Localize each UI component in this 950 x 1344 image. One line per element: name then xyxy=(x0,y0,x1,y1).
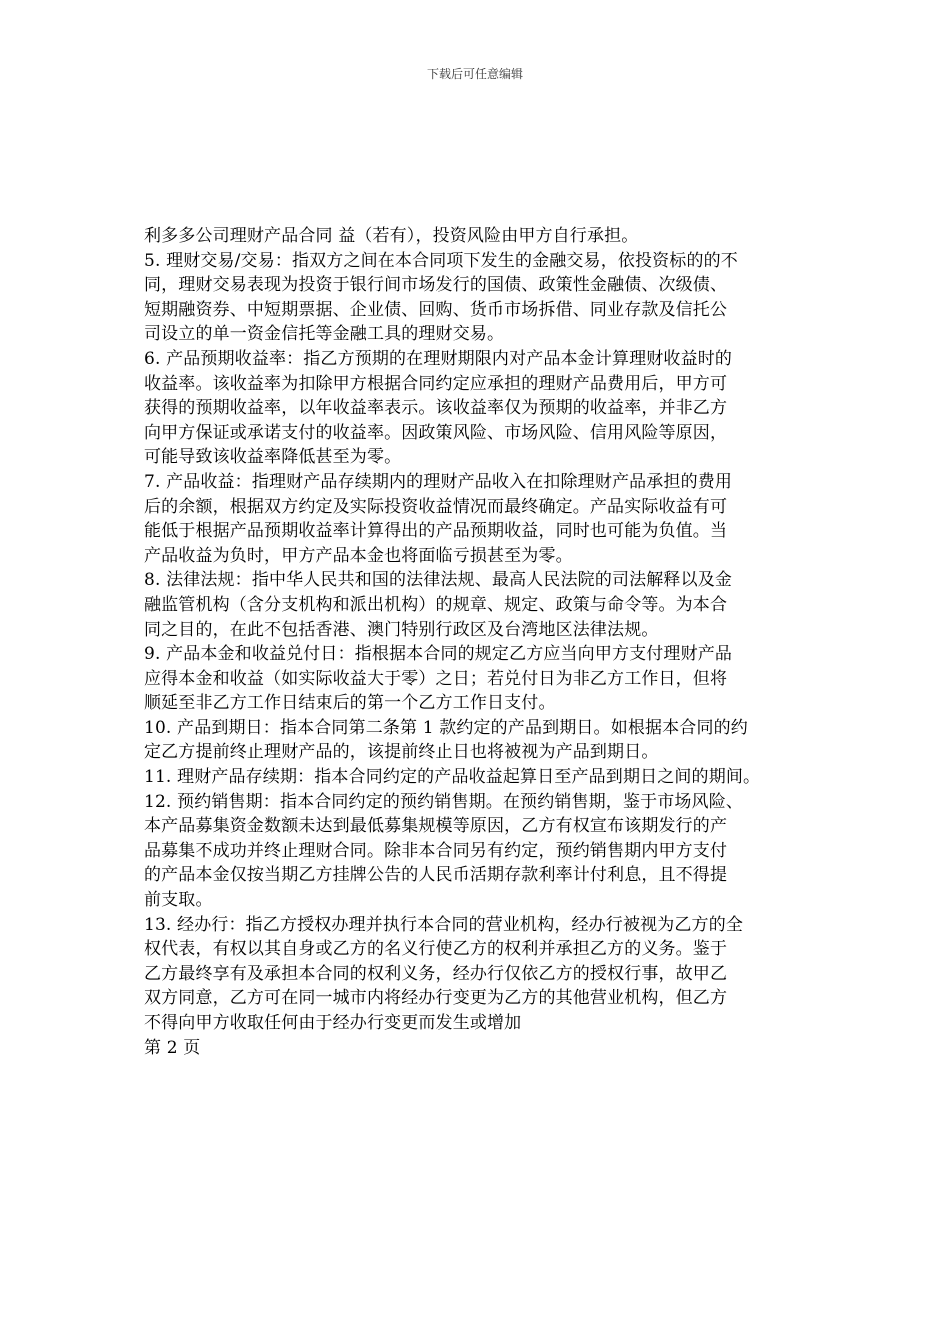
text-line: 能低于根据产品预期收益率计算得出的产品预期收益，同时也可能为负值。当 xyxy=(144,521,728,542)
text-line: 同之目的，在此不包括香港、澳门特别行政区及台湾地区法律法规。 xyxy=(144,619,659,640)
text-line: 双方同意，乙方可在同一城市内将经办行变更为乙方的其他营业机构，但乙方 xyxy=(144,988,728,1009)
text-line: 向甲方保证或承诺支付的收益率。因政策风险、市场风险、信用风险等原因， xyxy=(144,422,728,443)
text-line: 后的余额，根据双方约定及实际投资收益情况而最终确定。产品实际收益有可 xyxy=(144,496,728,517)
text-line: 应得本金和收益（如实际收益大于零）之日；若兑付日为非乙方工作日，但将 xyxy=(144,668,728,689)
text-line: 短期融资券、中短期票据、企业债、回购、货币市场拆借、同业存款及信托公 xyxy=(144,299,728,320)
text-line: 获得的预期收益率，以年收益率表示。该收益率仅为预期的收益率，并非乙方 xyxy=(144,398,728,419)
text-line: 乙方最终享有及承担本合同的权利义务，经办行仅依乙方的授权行事，故甲乙 xyxy=(144,963,728,984)
text-line: 10. 产品到期日：指本合同第二条第 1 款约定的产品到期日。如根据本合同的约 xyxy=(144,717,748,738)
text-line: 前支取。 xyxy=(144,890,213,911)
page-number: 第 2 页 xyxy=(144,1037,201,1058)
text-line: 8. 法律法规：指中华人民共和国的法律法规、最高人民法院的司法解释以及金 xyxy=(144,570,733,591)
text-line: 利多多公司理财产品合同 益（若有），投资风险由甲方自行承担。 xyxy=(144,226,639,246)
text-line: 权代表，有权以其自身或乙方的名义行使乙方的权利并承担乙方的义务。鉴于 xyxy=(144,939,728,960)
text-line: 融监管机构（含分支机构和派出机构）的规章、规定、政策与命令等。为本合 xyxy=(144,594,728,615)
text-line: 产品收益为负时，甲方产品本金也将面临亏损甚至为零。 xyxy=(144,545,573,566)
text-line: 的产品本金仅按当期乙方挂牌公告的人民币活期存款利率计付利息，且不得提 xyxy=(144,865,728,886)
text-line: 收益率。该收益率为扣除甲方根据合同约定应承担的理财产品费用后，甲方可 xyxy=(144,373,728,394)
text-line: 同，理财交易表现为投资于银行间市场发行的国债、政策性金融债、次级债、 xyxy=(144,275,728,296)
text-line: 顺延至非乙方工作日结束后的第一个乙方工作日支付。 xyxy=(144,693,556,714)
text-line: 不得向甲方收取任何由于经办行变更而发生或增加 xyxy=(144,1013,522,1033)
text-line: 13. 经办行：指乙方授权办理并执行本合同的营业机构，经办行被视为乙方的全 xyxy=(144,914,743,935)
text-line: 本产品募集资金数额未达到最低募集规模等原因，乙方有权宣布该期发行的产 xyxy=(144,816,728,837)
text-line: 品募集不成功并终止理财合同。除非本合同另有约定，预约销售期内甲方支付 xyxy=(144,840,728,861)
text-line: 7. 产品收益：指理财产品存续期内的理财产品收入在扣除理财产品承担的费用 xyxy=(144,471,733,492)
text-line: 5. 理财交易/交易：指双方之间在本合同项下发生的金融交易，依投资标的的不 xyxy=(144,250,738,271)
text-line: 定乙方提前终止理财产品的，该提前终止日也将被视为产品到期日。 xyxy=(144,742,659,763)
text-line: 司设立的单一资金信托等金融工具的理财交易。 xyxy=(144,324,505,345)
contract-body-text xyxy=(144,224,816,1060)
text-line: 12. 预约销售期：指本合同约定的预约销售期。在预约销售期，鉴于市场风险、 xyxy=(144,791,743,812)
text-line: 6. 产品预期收益率：指乙方预期的在理财期限内对产品本金计算理财收益时的 xyxy=(144,348,733,369)
text-line: 9. 产品本金和收益兑付日：指根据本合同的规定乙方应当向甲方支付理财产品 xyxy=(144,644,733,665)
text-line: 11. 理财产品存续期：指本合同约定的产品收益起算日至产品到期日之间的期间。 xyxy=(144,767,761,788)
text-line: 可能导致该收益率降低甚至为零。 xyxy=(144,447,402,468)
page-header-note: 下载后可任意编辑 xyxy=(426,67,523,81)
